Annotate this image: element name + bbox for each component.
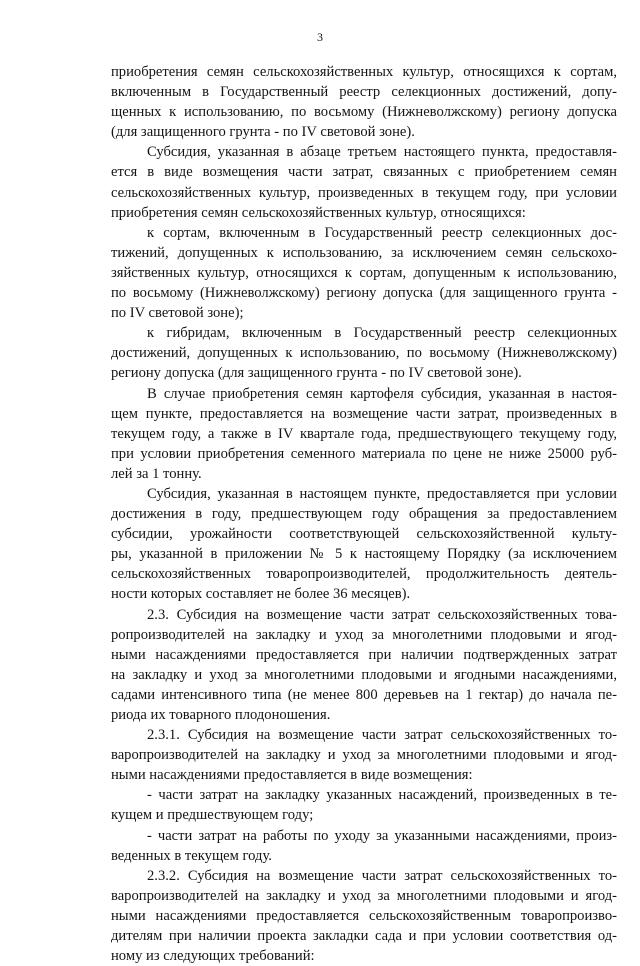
text-line: - части затрат на закладку указанных насаждений, произведенных в те- (147, 787, 617, 804)
text-line: при условии приобретения семенного материала по цене не ниже 25000 руб- (111, 445, 617, 462)
text-line: варопроизводителей на закладку и уход за многолетними плодовыми и ягод- (111, 887, 617, 904)
text-line: по IV световой зоне); (111, 305, 244, 322)
document-body (111, 62, 617, 966)
text-line: 2.3.1. Субсидия на возмещение части затрат сельскохозяйственных то- (147, 727, 617, 744)
text-line: региону допуска (для защищенного грунта - по IV световой зоне). (111, 365, 522, 382)
text-line: сельскохозяйственных культур, произведенных в текущем году, при условии (111, 184, 617, 201)
text-line: тижений, допущенных к использованию, за исключением семян сельскохо- (111, 244, 617, 261)
text-line: на закладку и уход за многолетними плодовыми и ягодными насаждениями, (111, 666, 617, 683)
text-line: риода их товарного плодоношения. (111, 707, 331, 723)
text-line: зяйственных культур, относящихся к сортам, допущенным к использованию, (111, 264, 617, 281)
text-line: ному из следующих требований: (111, 948, 315, 965)
text-line: щем пункте, предоставляется на возмещение части затрат, произведенных в (111, 405, 617, 422)
text-line: ными насаждениями предоставляется в виде возмещения: (111, 767, 473, 784)
text-line: приобретения семян сельскохозяйственных культур, относящихся к сортам, (111, 64, 617, 80)
text-line: В случае приобретения семян картофеля субсидия, указанная в настоя- (147, 385, 617, 402)
text-line: дителям при наличии проекта закладки сада и при условии соответствия од- (111, 928, 617, 945)
text-line: ется в виде возмещения части затрат, связанных с приобретением семян (111, 164, 617, 181)
text-line: ности которых составляет не более 36 месяцев). (111, 586, 411, 603)
text-line: достижения в году, предшествующем году обращения за предоставлением (111, 506, 617, 523)
page-number: 3 (317, 30, 323, 44)
text-line: приобретения семян сельскохозяйственных культур, относящихся: (111, 204, 526, 221)
text-line: 2.3. Субсидия на возмещение части затрат сельскохозяйственных това- (147, 606, 617, 623)
text-line: Субсидия, указанная в абзаце третьем настоящего пункта, предоставля- (147, 144, 617, 161)
text-line: сельскохозяйственных товаропроизводителей, продолжительность деятель- (111, 566, 617, 583)
text-line: щенных к использованию, по восьмому (Нижневолжскому) региону допуска (111, 104, 617, 121)
text-line: ными насаждениями предоставляется сельскохозяйственным товаропроизво- (111, 907, 617, 924)
text-line: достижений, допущенных к использованию, по восьмому (Нижневолжскому) (111, 345, 617, 362)
text-line: ными насаждениями предоставляется при наличии подтвержденных затрат (111, 646, 617, 663)
text-line: кущем и предшествующем году; (111, 807, 314, 824)
text-line: по восьмому (Нижневолжскому) региону допуска (для защищенного грунта - (111, 285, 617, 302)
text-line: лей за 1 тонну. (111, 465, 202, 482)
text-line: к гибридам, включенным в Государственный реестр селекционных (147, 325, 617, 342)
text-line: варопроизводителей на закладку и уход за многолетними плодовыми и ягод- (111, 747, 617, 764)
text-line: - части затрат на работы по уходу за указанными насаждениями, произ- (147, 827, 617, 844)
text-line: субсидии, урожайности соответствующей сельскохозяйственной культу- (111, 526, 617, 543)
text-line: веденных в текущем году. (111, 847, 272, 864)
text-line: текущем году, а также в IV квартале года, предшествующего текущему году, (111, 425, 617, 442)
text-line: Субсидия, указанная в настоящем пункте, предоставляется при условии (147, 485, 617, 502)
text-line: (для защищенного грунта - по IV световой зоне). (111, 124, 415, 141)
text-line: ропроизводителей на закладку и уход за многолетними плодовыми и ягод- (111, 626, 617, 643)
text-line: включенным в Государственный реестр селекционных достижений, допу- (111, 84, 617, 101)
text-line: 2.3.2. Субсидия на возмещение части затрат сельскохозяйственных то- (147, 867, 617, 884)
text-line: к сортам, включенным в Государственный реестр селекционных дос- (147, 224, 617, 241)
text-line: садами интенсивного типа (не менее 800 деревьев на 1 гектар) до начала пе- (111, 686, 617, 703)
text-line: ры, указанной в приложении № 5 к настоящему Порядку (за исключением (111, 546, 617, 563)
